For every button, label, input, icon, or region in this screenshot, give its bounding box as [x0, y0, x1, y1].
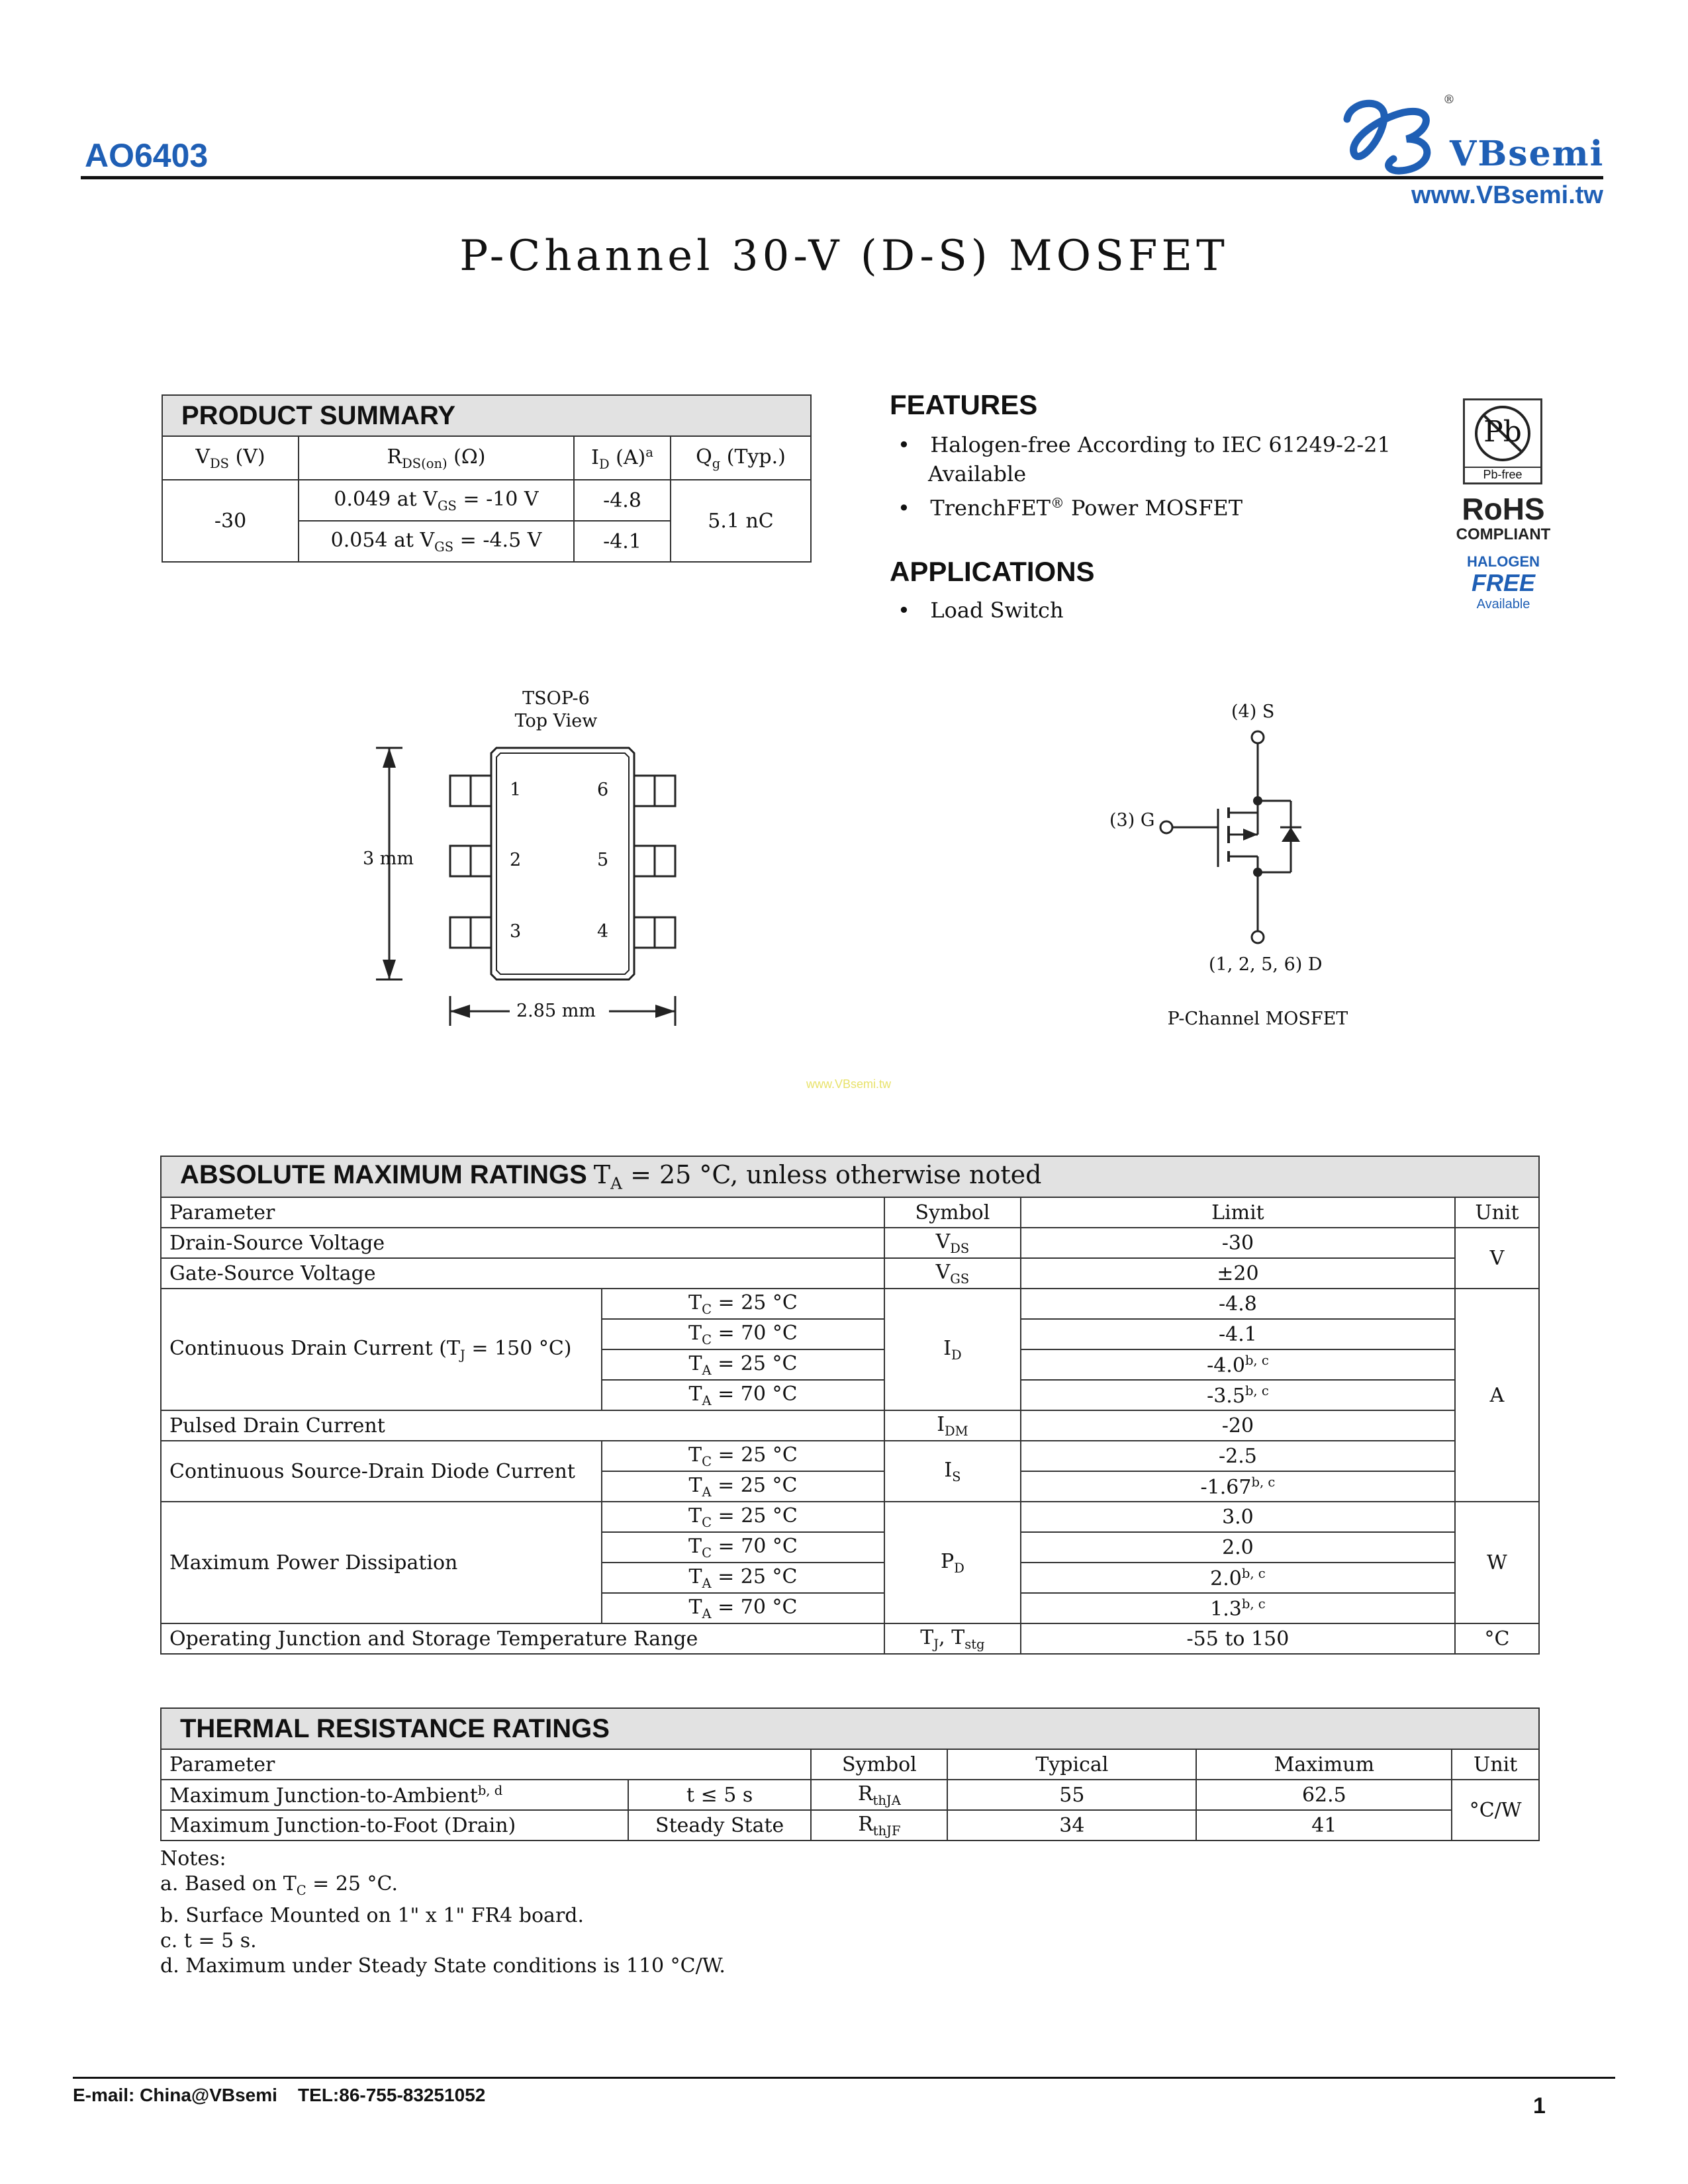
th-maximum: Maximum — [1196, 1749, 1452, 1780]
schematic-caption: P-Channel MOSFET — [1167, 1009, 1348, 1029]
sym-tj: $T_J$, $T_{stg}$ — [884, 1623, 1021, 1654]
part-number: AO6403 — [85, 137, 209, 174]
row-pd: Maximum Power Dissipation — [161, 1502, 602, 1623]
pb-free-label: Pb-free — [1465, 467, 1540, 482]
unit-a: A — [1455, 1289, 1539, 1502]
product-summary-title: PRODUCT SUMMARY — [162, 395, 811, 436]
rds-row1: 0.049 at $V_{GS} = -10$ V — [299, 480, 574, 521]
pin-3: 3 — [510, 921, 522, 942]
footer-rule — [73, 2077, 1615, 2079]
cond-pd-ta25: $T_A = 25$ °C — [602, 1563, 884, 1593]
unit-v: V — [1455, 1228, 1539, 1289]
free-label: FREE — [1471, 569, 1535, 596]
cond-pd-tc70: $T_C = 70$ °C — [602, 1532, 884, 1563]
unit-c: °C — [1455, 1623, 1539, 1654]
row-vds: Drain-Source Voltage — [161, 1228, 884, 1258]
thermal-unit: °C/W — [1452, 1780, 1539, 1841]
pin-1: 1 — [510, 780, 522, 800]
package-drawing — [357, 735, 688, 1039]
features-title: FEATURES — [890, 389, 1038, 420]
brand-name: VBsemi — [1450, 134, 1605, 174]
compliant-label: COMPLIANT — [1456, 525, 1551, 543]
vds-value: -30 — [162, 480, 299, 562]
document-title: P-Channel 30-V (D-S) MOSFET — [459, 232, 1229, 281]
available-label: Available — [1476, 597, 1530, 612]
feature-item: • Halogen-free According to IEC 61249-2-21 — [898, 432, 1391, 457]
registered-mark: ® — [1443, 93, 1455, 107]
sym-vgs: $V_{GS}$ — [884, 1258, 1021, 1289]
abs-max-table — [160, 1156, 1540, 1655]
cond-is-tc25: $T_C = 25$ °C — [602, 1441, 884, 1471]
h-limit: Limit — [1021, 1197, 1455, 1228]
cond-pd-ta70: $T_A = 70$ °C — [602, 1593, 884, 1623]
cond-tc25: $T_C = 25$ °C — [602, 1289, 884, 1319]
package-view: Top View — [514, 711, 598, 731]
thermal-row2-cond: Steady State — [628, 1810, 811, 1841]
thermal-row2: Maximum Junction-to-Foot (Drain) — [161, 1810, 628, 1841]
row-idm: Pulsed Drain Current — [161, 1410, 884, 1441]
pb-free-badge — [1463, 398, 1542, 484]
lim-id1: -4.8 — [1021, 1289, 1455, 1319]
cond-ta25: $T_A = 25$ °C — [602, 1349, 884, 1380]
thermal-title: THERMAL RESISTANCE RATINGS — [161, 1708, 1539, 1749]
qg-value: 5.1 nC — [671, 480, 811, 562]
rohs-label: RoHS — [1462, 492, 1545, 526]
lim-id4: -3.5$^{b, c}$ — [1021, 1380, 1455, 1410]
lim-id3: -4.0$^{b, c}$ — [1021, 1349, 1455, 1380]
thermal-row1-cond: t ≤ 5 s — [628, 1780, 811, 1810]
row-is: Continuous Source-Drain Diode Current — [161, 1441, 602, 1502]
note-a: a. Based on $T_C = 25$ °C. — [160, 1872, 398, 1898]
col-id: $I_D$ $(A)^a$ — [574, 436, 671, 480]
rds-row2: 0.054 at $V_{GS} = -4.5$ V — [299, 521, 574, 562]
gate-label: (3) G — [1109, 810, 1155, 831]
thermal-row2-max: 41 — [1196, 1810, 1452, 1841]
pb-symbol: Pb — [1483, 415, 1522, 449]
lim-idm: -20 — [1021, 1410, 1455, 1441]
sym-is: $I_S$ — [884, 1441, 1021, 1502]
sym-vds: $V_{DS}$ — [884, 1228, 1021, 1258]
lim-is1: -2.5 — [1021, 1441, 1455, 1471]
lim-is2: -1.67$^{b, c}$ — [1021, 1471, 1455, 1502]
website-link[interactable]: www.VBsemi.tw — [1411, 181, 1603, 209]
source-label: (4) S — [1231, 702, 1275, 722]
pin-5: 5 — [597, 850, 609, 870]
note-d: d. Maximum under Steady State conditions is 110 °C/W. — [160, 1954, 726, 1978]
lim-pd4: 1.3$^{b, c}$ — [1021, 1593, 1455, 1623]
thermal-row1-max: 62.5 — [1196, 1780, 1452, 1810]
thermal-row1: Maximum Junction-to-Ambient$^{b, d}$ — [161, 1780, 628, 1810]
cond-tc70: $T_C = 70$ °C — [602, 1319, 884, 1349]
sym-idm: $I_{DM}$ — [884, 1410, 1021, 1441]
note-c: c. t = 5 s. — [160, 1929, 257, 1952]
row-id: Continuous Drain Current ($T_J = 150$ °C) — [161, 1289, 602, 1410]
th-unit: Unit — [1452, 1749, 1539, 1780]
h-parameter: Parameter — [161, 1197, 884, 1228]
lim-tj: -55 to 150 — [1021, 1623, 1455, 1654]
lim-pd1: 3.0 — [1021, 1502, 1455, 1532]
id-row1: -4.8 — [574, 480, 671, 521]
feature-item-cont: Available — [928, 461, 1027, 486]
thermal-row1-sym: $R_{thJA}$ — [811, 1780, 947, 1810]
thermal-table — [160, 1707, 1540, 1841]
lim-id2: -4.1 — [1021, 1319, 1455, 1349]
unit-w: W — [1455, 1502, 1539, 1623]
features-list — [898, 430, 1391, 523]
pin-6: 6 — [597, 780, 609, 800]
pin-2: 2 — [510, 850, 522, 870]
page-number: 1 — [1533, 2093, 1546, 2118]
lim-pd3: 2.0$^{b, c}$ — [1021, 1563, 1455, 1593]
thermal-row1-typ: 55 — [947, 1780, 1196, 1810]
footer-contact: E-mail: China@VBsemi TEL:86-755-83251052 — [73, 2085, 486, 2105]
feature-item: • TrenchFET® Power MOSFET — [898, 495, 1243, 521]
notes — [160, 1846, 726, 1979]
sym-pd: $P_D$ — [884, 1502, 1021, 1623]
row-tj: Operating Junction and Storage Temperature Range — [161, 1623, 884, 1654]
cond-ta70: $T_A = 70$ °C — [602, 1380, 884, 1410]
lim-vds: -30 — [1021, 1228, 1455, 1258]
header-rule — [81, 176, 1603, 179]
col-rds: $R_{DS(on)}$ (Ω) — [299, 436, 574, 480]
th-parameter: Parameter — [161, 1749, 811, 1780]
abs-max-title: ABSOLUTE MAXIMUM RATINGS $T_A = 25$ °C, unless otherwise noted — [161, 1156, 1539, 1197]
package-height: 3 mm — [363, 848, 414, 869]
package-width: 2.85 mm — [516, 1001, 596, 1021]
col-qg: $Q_g$ (Typ.) — [671, 436, 811, 480]
drain-label: (1, 2, 5, 6) D — [1209, 954, 1323, 975]
notes-title: Notes: — [160, 1847, 226, 1870]
id-row2: -4.1 — [574, 521, 671, 562]
sym-id: $I_D$ — [884, 1289, 1021, 1410]
product-summary-table — [162, 394, 812, 563]
vbsemi-logo — [1337, 93, 1450, 179]
h-symbol: Symbol — [884, 1197, 1021, 1228]
watermark: www.VBsemi.tw — [806, 1077, 892, 1091]
cond-is-ta25: $T_A = 25$ °C — [602, 1471, 884, 1502]
lim-vgs: ±20 — [1021, 1258, 1455, 1289]
mosfet-symbol — [1152, 721, 1324, 953]
h-unit: Unit — [1455, 1197, 1539, 1228]
package-name: TSOP-6 — [522, 688, 590, 709]
applications-title: APPLICATIONS — [890, 556, 1095, 587]
th-symbol: Symbol — [811, 1749, 947, 1780]
application-item: • Load Switch — [898, 598, 1064, 623]
pin-4: 4 — [597, 921, 609, 942]
th-typical: Typical — [947, 1749, 1196, 1780]
row-vgs: Gate-Source Voltage — [161, 1258, 884, 1289]
lim-pd2: 2.0 — [1021, 1532, 1455, 1563]
cond-pd-tc25: $T_C = 25$ °C — [602, 1502, 884, 1532]
col-vds: $V_{DS}$ (V) — [162, 436, 299, 480]
note-b: b. Surface Mounted on 1" x 1" FR4 board. — [160, 1904, 585, 1927]
vbsemi-logo-icon — [1337, 93, 1450, 179]
thermal-row2-sym: $R_{thJF}$ — [811, 1810, 947, 1841]
thermal-row2-typ: 34 — [947, 1810, 1196, 1841]
halogen-label: HALOGEN — [1467, 553, 1540, 570]
